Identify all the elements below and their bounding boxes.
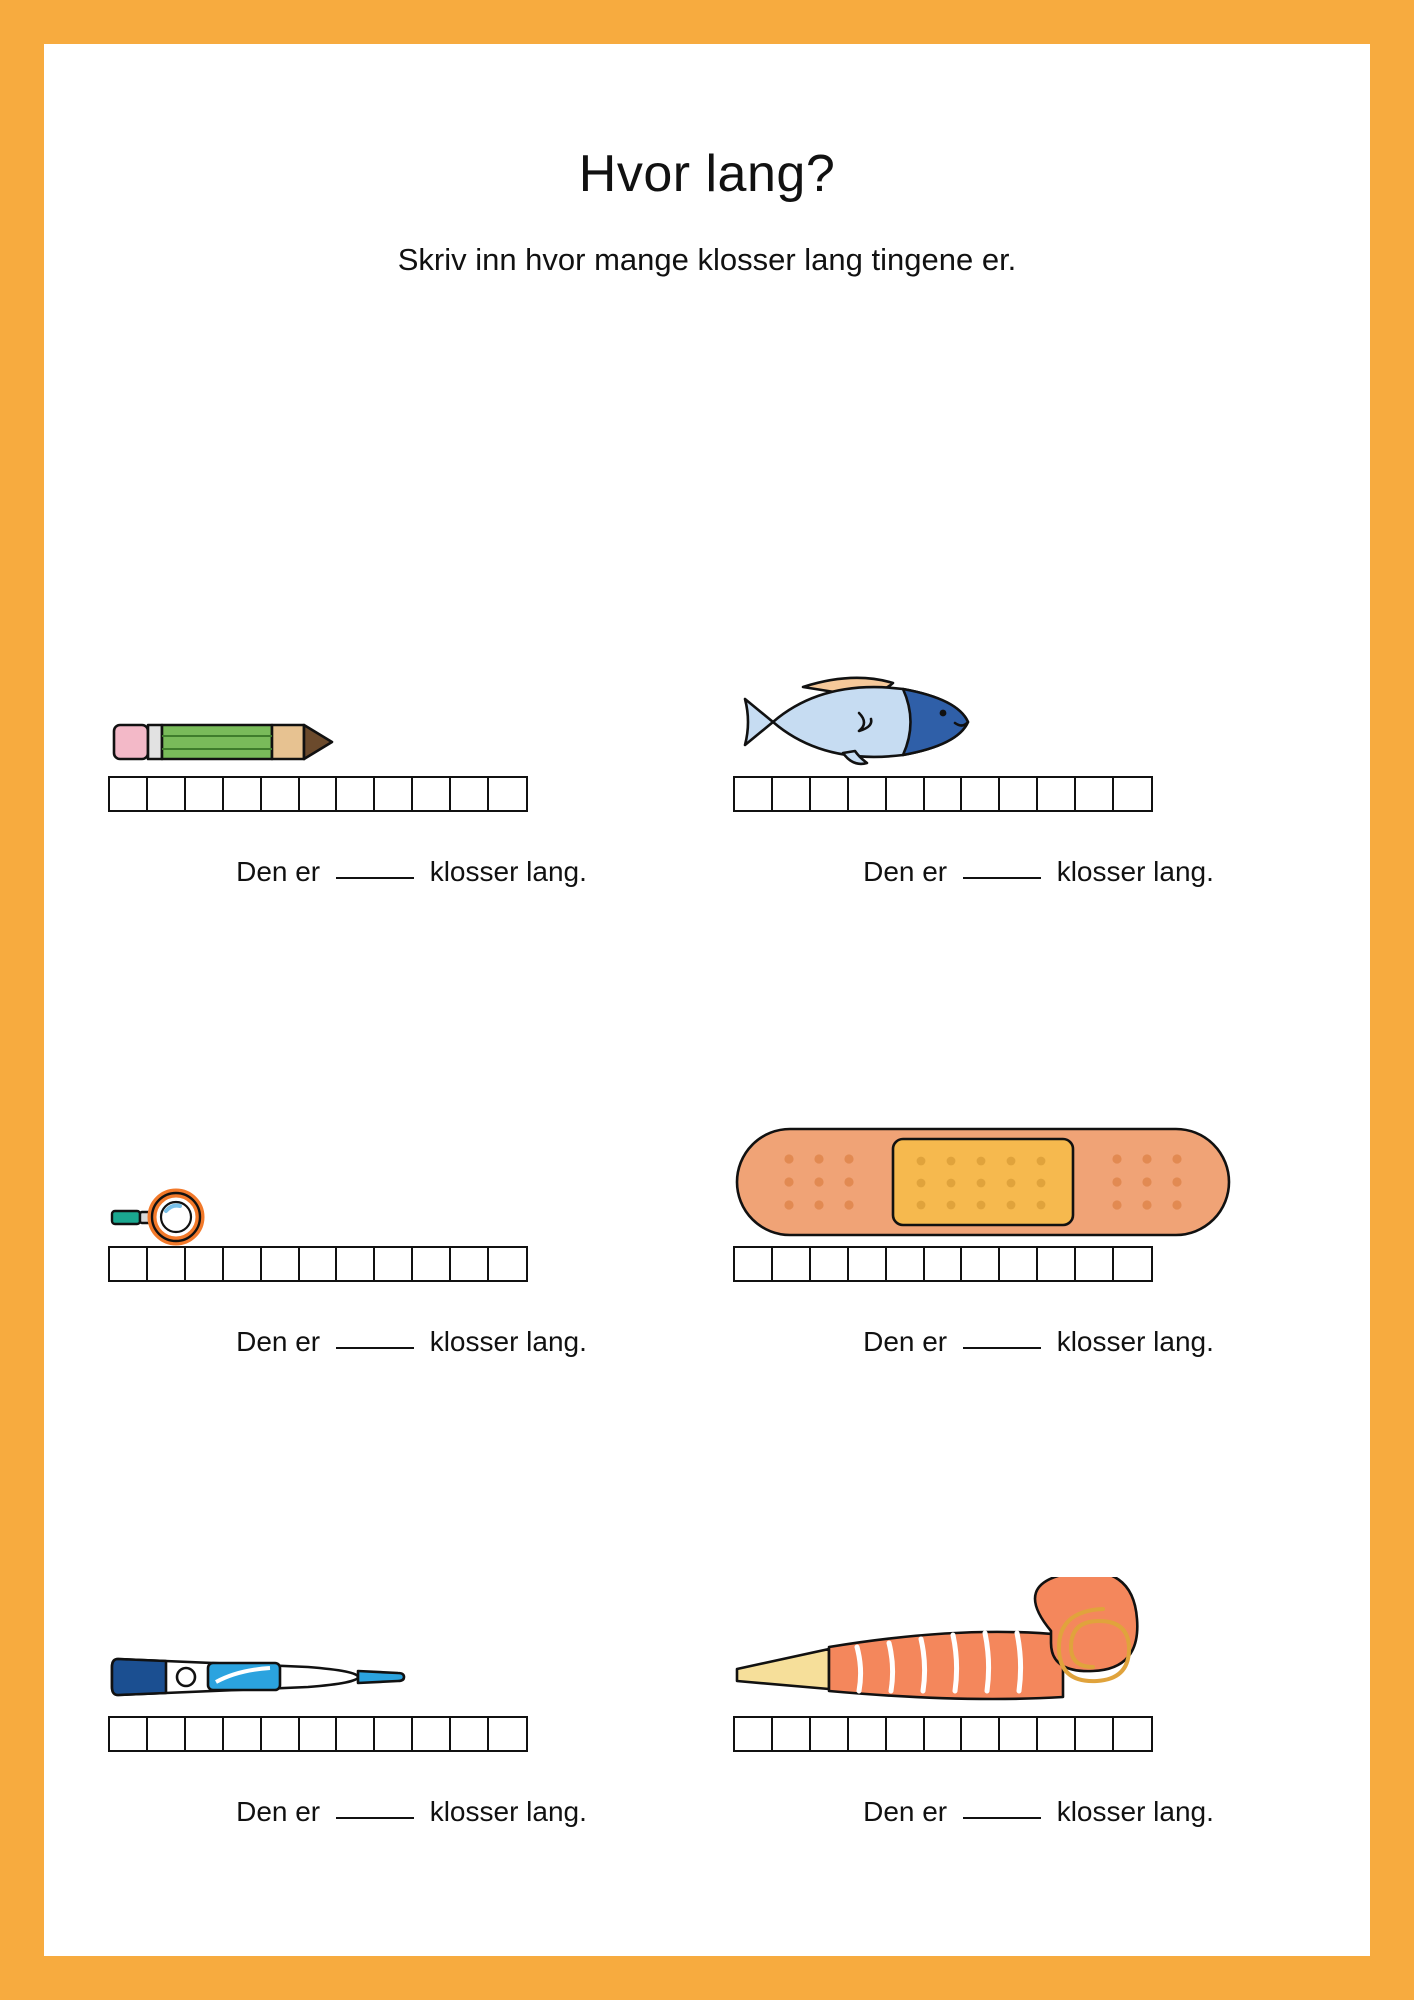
strip-square [1074, 1246, 1115, 1282]
strip-square [1036, 1716, 1077, 1752]
strip-square [960, 1716, 1001, 1752]
thermometer-icon [108, 1637, 418, 1717]
strip-square [411, 1246, 452, 1282]
strip-square [847, 1246, 888, 1282]
strip-square [449, 776, 490, 812]
page-title: Hvor lang? [578, 145, 836, 203]
strip-square [1036, 776, 1077, 812]
answer-blank[interactable] [963, 855, 1041, 879]
strip-square [771, 1246, 812, 1282]
measurement-strip [108, 1246, 525, 1282]
caption-suffix: klosser lang. [429, 1326, 587, 1357]
caption-suffix: klosser lang. [429, 856, 587, 887]
item-illustration-fish [707, 602, 1370, 782]
strip-square [222, 776, 263, 812]
measurement-strip [108, 1716, 525, 1752]
page-subtitle: Skriv inn hvor mange klosser lang tingene er. [397, 242, 1017, 277]
answer-caption [44, 1325, 743, 1358]
measurement-strip [733, 1246, 1150, 1282]
strip-square [411, 1716, 452, 1752]
party-blower-icon [733, 1577, 1183, 1717]
answer-blank[interactable] [963, 1325, 1041, 1349]
answer-blank[interactable] [336, 855, 414, 879]
answer-caption [44, 1795, 743, 1828]
strip-square [184, 776, 225, 812]
strip-square [998, 1246, 1039, 1282]
strip-square [771, 1716, 812, 1752]
strip-square [1036, 1246, 1077, 1282]
strip-square [998, 776, 1039, 812]
strip-square [373, 776, 414, 812]
strip-square [222, 1246, 263, 1282]
strip-square [885, 776, 926, 812]
item-illustration-bandage [707, 1072, 1370, 1252]
strip-square [108, 1716, 149, 1752]
pencil-icon [108, 707, 338, 777]
caption-suffix: klosser lang. [1056, 1796, 1214, 1827]
strip-square [335, 776, 376, 812]
strip-square [335, 1716, 376, 1752]
strip-square [885, 1716, 926, 1752]
magnifying-glass-icon [108, 1187, 228, 1247]
item-illustration-magnifying-glass [44, 1072, 707, 1252]
strip-square [733, 1246, 774, 1282]
caption-prefix: Den er [236, 856, 321, 887]
answer-blank[interactable] [336, 1325, 414, 1349]
strip-square [487, 776, 528, 812]
answer-blank[interactable] [336, 1795, 414, 1819]
exercise-pencil [44, 464, 707, 934]
bandage-icon [733, 1117, 1233, 1247]
strip-square [809, 1716, 850, 1752]
caption-prefix: Den er [236, 1796, 321, 1827]
caption-prefix: Den er [863, 1326, 948, 1357]
strip-square [298, 1716, 339, 1752]
strip-square [1112, 1716, 1153, 1752]
strip-square [487, 1246, 528, 1282]
strip-square [108, 1246, 149, 1282]
item-illustration-pencil [44, 602, 707, 782]
strip-square [809, 776, 850, 812]
exercise-bandage [707, 934, 1370, 1404]
worksheet-page [44, 44, 1370, 1956]
strip-square [449, 1246, 490, 1282]
caption-suffix: klosser lang. [1056, 1326, 1214, 1357]
strip-square [733, 776, 774, 812]
answer-blank[interactable] [963, 1795, 1041, 1819]
strip-square [411, 776, 452, 812]
measurement-strip [733, 1716, 1150, 1752]
strip-square [260, 1246, 301, 1282]
strip-square [449, 1716, 490, 1752]
strip-square [146, 1716, 187, 1752]
answer-caption [707, 1795, 1370, 1828]
strip-square [260, 776, 301, 812]
strip-square [923, 1246, 964, 1282]
strip-square [733, 1716, 774, 1752]
strip-square [885, 1246, 926, 1282]
strip-square [184, 1246, 225, 1282]
strip-square [108, 776, 149, 812]
strip-square [923, 776, 964, 812]
caption-prefix: Den er [863, 1796, 948, 1827]
strip-square [146, 776, 187, 812]
fish-icon [733, 667, 983, 777]
caption-suffix: klosser lang. [1056, 856, 1214, 887]
item-illustration-party-blower [707, 1542, 1370, 1722]
strip-square [335, 1246, 376, 1282]
exercise-thermometer [44, 1404, 707, 1874]
caption-prefix: Den er [236, 1326, 321, 1357]
strip-square [998, 1716, 1039, 1752]
strip-square [298, 776, 339, 812]
strip-square [146, 1246, 187, 1282]
exercise-fish [707, 464, 1370, 934]
strip-square [222, 1716, 263, 1752]
exercise-party-blower [707, 1404, 1370, 1874]
caption-prefix: Den er [863, 856, 948, 887]
item-illustration-thermometer [44, 1542, 707, 1722]
strip-square [487, 1716, 528, 1752]
measurement-strip [733, 776, 1150, 812]
strip-square [847, 776, 888, 812]
strip-square [923, 1716, 964, 1752]
measurement-strip [108, 776, 525, 812]
answer-caption [707, 855, 1370, 888]
strip-square [809, 1246, 850, 1282]
strip-square [771, 776, 812, 812]
strip-square [847, 1716, 888, 1752]
strip-square [298, 1246, 339, 1282]
strip-square [184, 1716, 225, 1752]
exercise-magnifying-glass [44, 934, 707, 1404]
answer-caption [44, 855, 743, 888]
strip-square [960, 1246, 1001, 1282]
strip-square [1112, 1246, 1153, 1282]
strip-square [960, 776, 1001, 812]
answer-caption [707, 1325, 1370, 1358]
strip-square [260, 1716, 301, 1752]
strip-square [1074, 1716, 1115, 1752]
strip-square [373, 1716, 414, 1752]
exercise-grid [44, 464, 1370, 1874]
strip-square [1074, 776, 1115, 812]
strip-square [373, 1246, 414, 1282]
strip-square [1112, 776, 1153, 812]
caption-suffix: klosser lang. [429, 1796, 587, 1827]
